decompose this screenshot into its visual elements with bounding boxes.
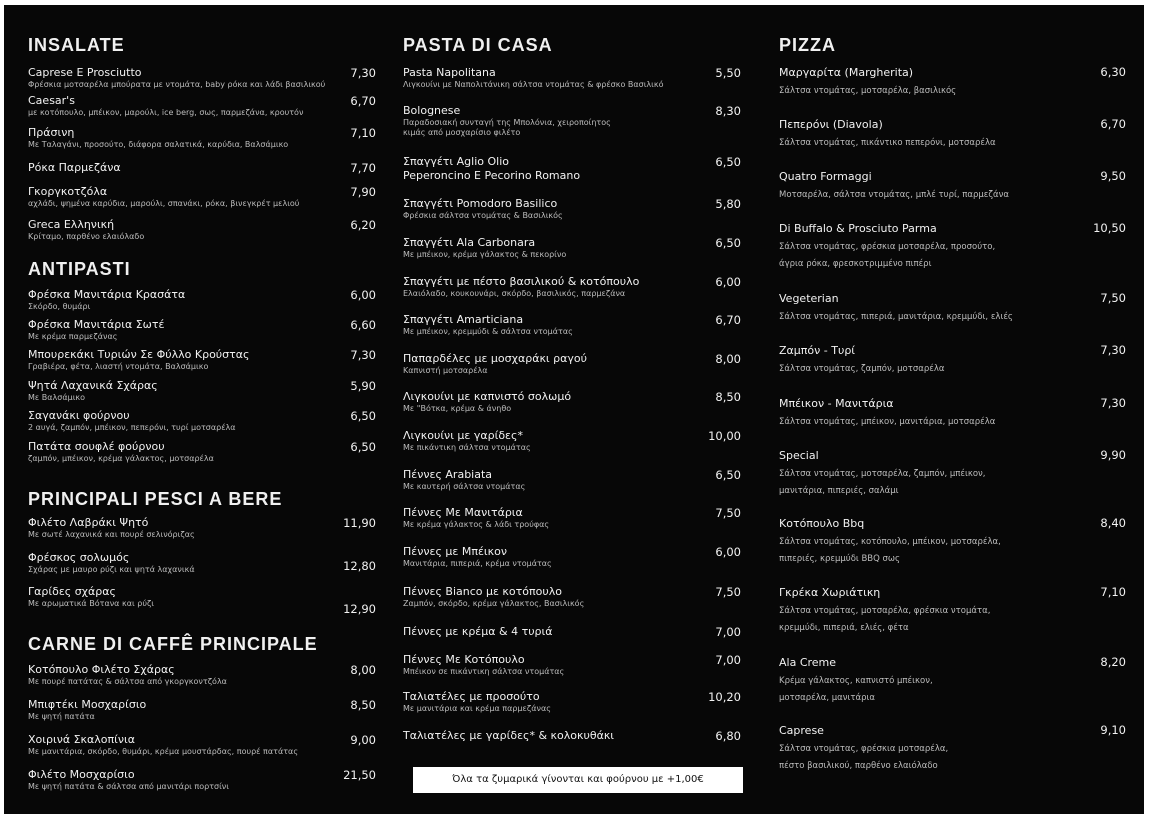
item-price: 6,70 (715, 313, 741, 327)
item-description: ζαμπόν, μπέικον, κρέμα γάλακτος, μοτσαρέλα (28, 454, 214, 463)
item-name: Πατάτα σουφλέ φούρνου (28, 440, 165, 453)
item-name: Πέννες Με Κοτόπουλο (403, 653, 525, 666)
item-price: 6,30 (1100, 65, 1126, 79)
menu-item (28, 698, 376, 722)
item-description: με κοτόπουλο, μπέικον, μαρούλι, ice berg, σως, παρμεζάνα, κρουτόν (28, 108, 304, 117)
menu-item (403, 545, 741, 569)
item-price: 9,10 (1100, 723, 1126, 737)
item-description: Με Βαλσάμικο (28, 393, 86, 402)
menu-item (403, 313, 741, 337)
item-price: 10,50 (1093, 221, 1126, 235)
item-name: Ζαμπόν - Τυρί (779, 344, 856, 357)
item-name: Σαγανάκι φούρνου (28, 409, 130, 422)
item-name: Caprese (779, 724, 824, 737)
item-name: Pasta Napolitana (403, 66, 496, 79)
item-description: Με ψητή πατάτα (28, 712, 95, 721)
item-description: Με Ταλαγάνι, προσούτο, διάφορα σαλατικά, καρύδια, Βαλσάμικο (28, 140, 289, 149)
menu-item (403, 468, 741, 492)
item-price: 7,50 (715, 585, 741, 599)
item-price: 7,30 (1100, 396, 1126, 410)
item-price: 9,00 (350, 733, 376, 747)
item-description: Με μπέικον, κρέμα γάλακτος & πεκορίνο (403, 250, 567, 259)
menu-item (403, 66, 741, 90)
item-name: Caesar's (28, 94, 75, 107)
menu-item (403, 625, 741, 639)
item-description: Σάλτσα ντομάτας, κοτόπουλο, μπέικον, μοτσαρέλα, πιπεριές, κρεμμύδι BBQ σως (779, 537, 1001, 564)
menu-item (28, 440, 376, 464)
item-price: 6,00 (715, 275, 741, 289)
menu-item (403, 236, 741, 260)
item-price: 8,50 (350, 698, 376, 712)
item-price: 7,10 (1100, 585, 1126, 599)
item-name: Κοτόπουλο Φιλέτο Σχάρας (28, 663, 175, 676)
item-price: 5,90 (350, 379, 376, 393)
menu-item (779, 291, 1126, 326)
item-price: 11,90 (343, 516, 376, 530)
item-name: Γαρίδες σχάρας (28, 585, 116, 598)
item-description: Με πουρέ πατάτας & σάλτσα από γκοργκοντζόλα (28, 677, 227, 686)
item-name: Special (779, 449, 819, 462)
section-title-carne: CARNE DI CAFFÊ PRINCIPALE (28, 634, 318, 654)
item-price: 12,90 (343, 602, 376, 616)
item-price: 6,50 (350, 440, 376, 454)
item-price: 6,50 (350, 409, 376, 423)
item-name: Caprese E Prosciutto (28, 66, 142, 79)
menu-item (403, 390, 741, 414)
item-price: 8,00 (715, 352, 741, 366)
item-price: 5,50 (715, 66, 741, 80)
item-description: Με κρέμα γάλακτος & λάδι τρούφας (403, 520, 550, 529)
item-name: Πεπερόνι (Diavola) (779, 118, 883, 131)
oven-note-box: Όλα τα ζυμαρικά γίνονται και φούρνου με +1,00€ (413, 767, 743, 793)
menu-item (779, 117, 1126, 152)
item-description: Σάλτσα ντομάτας, φρέσκια μοτσαρέλα, πέστο βασιλικού, παρθένο ελαιόλαδο (779, 744, 949, 771)
menu-item (403, 155, 741, 183)
menu-item (28, 409, 376, 433)
section-title-pizza: PIZZA (779, 35, 836, 55)
item-price: 7,30 (1100, 343, 1126, 357)
item-description: Ελαιόλαδο, κουκουνάρι, σκόρδο, βασιλικός, παρμεζάνα (403, 289, 626, 298)
item-description: Γραβιέρα, φέτα, λιαστή ντομάτα, Βαλσάμικο (28, 362, 209, 371)
menu-item (403, 585, 741, 609)
item-name: Λιγκουίνι με γαρίδες* (403, 429, 523, 442)
item-name: Κοτόπουλο Bbq (779, 517, 865, 530)
item-description: 2 αυγά, ζαμπόν, μπέικον, πεπερόνι, τυρί μοτσαρέλα (28, 423, 236, 432)
item-description: Με κρέμα παρμεζάνας (28, 332, 118, 341)
menu-item (28, 126, 376, 150)
menu-page (4, 5, 1144, 814)
section-title-principali-pesci: PRINCIPALI PESCI A BERE (28, 489, 283, 509)
item-description: Μπέικον σε πικάντικη σάλτσα ντομάτας (403, 667, 565, 676)
menu-item (779, 585, 1126, 637)
item-name: Μαργαρίτα (Margherita) (779, 66, 914, 79)
menu-item (403, 275, 741, 299)
item-name: Γκοργκοτζόλα (28, 185, 108, 198)
item-description: Με μπέικον, κρεμμύδι & σάλτσα ντομάτας (403, 327, 573, 336)
item-name: Φιλέτο Μοσχαρίσιο (28, 768, 135, 781)
item-price: 6,70 (1100, 117, 1126, 131)
item-name: Σπαγγέτι με πέστο βασιλικού & κοτόπουλο (403, 275, 640, 288)
item-name: Μπέικον - Μανιτάρια (779, 397, 894, 410)
item-name: Ala Creme (779, 656, 837, 669)
item-price: 7,70 (350, 161, 376, 175)
item-price: 9,90 (1100, 448, 1126, 462)
menu-item (403, 653, 741, 677)
item-description: Με πικάντικη σάλτσα ντομάτας (403, 443, 531, 452)
item-price: 6,60 (350, 318, 376, 332)
item-name: Ταλιατέλες με προσούτο (403, 690, 540, 703)
menu-item (28, 218, 376, 242)
item-name: Πέννες με κρέμα & 4 τυριά (403, 625, 553, 638)
menu-item (28, 379, 376, 403)
item-description: Σάλτσα ντομάτας, μοτσαρέλα, ζαμπόν, μπέικον, μανιτάρια, πιπεριές, σαλάμι (779, 469, 986, 496)
item-name: Πράσινη (28, 126, 75, 139)
item-price: 7,30 (350, 66, 376, 80)
item-description: Σκόρδο, θυμάρι (28, 302, 91, 311)
item-description: Με αρωματικά Βότανα και ρύζι (28, 599, 154, 608)
item-name: Φρέσκα Μανιτάρια Κρασάτα (28, 288, 186, 301)
item-name: Πέννες Με Μανιτάρια (403, 506, 523, 519)
menu-item (28, 663, 376, 687)
item-name: Πέννες με Μπέικον (403, 545, 507, 558)
item-price: 10,20 (708, 690, 741, 704)
item-price: 5,80 (715, 197, 741, 211)
item-description: Με "Βότκα, κρέμα & άνηθο (403, 404, 512, 413)
menu-item (28, 733, 376, 757)
item-name-line-2: Peperoncino E Pecorino Romano (403, 169, 581, 182)
menu-item (779, 221, 1126, 273)
item-price: 7,90 (350, 185, 376, 199)
menu-item (28, 161, 376, 175)
item-description: Λιγκουίνι με Ναπολιτάνικη σάλτσα ντομάτας & φρέσκο Βασιλικό (403, 80, 664, 89)
item-price: 7,00 (715, 625, 741, 639)
item-description: Παραδοσιακή συνταγή της Μπολόνια, χειροποίητος κιμάς από μοσχαρίσιο φιλέτο (403, 118, 611, 137)
item-name: Μπιφτέκι Μοσχαρίσιο (28, 698, 147, 711)
item-name: Χοιρινά Σκαλοπίνια (28, 733, 135, 746)
item-name: Ψητά Λαχανικά Σχάρας (28, 379, 158, 392)
item-price: 7,10 (350, 126, 376, 140)
item-name: Φρέσκος σολωμός (28, 551, 130, 564)
item-description: Σχάρας με μαυρο ρύζι και ψητά λαχανικά (28, 565, 195, 574)
item-price: 6,70 (350, 94, 376, 108)
menu-item (403, 506, 741, 530)
menu-item (28, 185, 376, 209)
menu-item (403, 197, 741, 221)
item-description: Με μανιτάρια και κρέμα παρμεζάνας (403, 704, 551, 713)
item-name: Πέννες Bianco με κοτόπουλο (403, 585, 562, 598)
menu-item (779, 169, 1126, 204)
item-description: Με καυτερή σάλτσα ντομάτας (403, 482, 526, 491)
item-description: Με μανιτάρια, σκόρδο, θυμάρι, κρέμα μουστάρδας, πουρέ πατάτας (28, 747, 299, 756)
item-description: αχλάδι, ψημένα καρύδια, μαρούλι, σπανάκι, ρόκα, βινεγκρέτ μελιού (28, 199, 300, 208)
section-title-pasta: PASTA DI CASA (403, 35, 553, 55)
menu-item (779, 516, 1126, 568)
item-description: Σάλτσα ντομάτας, μοτσαρέλα, φρέσκια ντομάτα, κρεμμύδι, πιπεριά, ελιές, φέτα (779, 606, 991, 633)
menu-item (28, 66, 376, 90)
item-description: Με ψητή πατάτα & σάλτσα από μανιτάρι πορτσίνι (28, 782, 229, 791)
item-price: 6,80 (715, 729, 741, 743)
item-name: Quatro Formaggi (779, 170, 872, 183)
item-name: Γκρέκα Χωριάτικη (779, 586, 881, 599)
item-price: 9,50 (1100, 169, 1126, 183)
item-name: Μπουρεκάκι Τυριών Σε Φύλλο Κρούστας (28, 348, 250, 361)
item-name: Σπαγγέτι Pomodoro Basilico (403, 197, 558, 210)
item-price: 8,20 (1100, 655, 1126, 669)
item-description: Κρέμα γάλακτος, καπνιστό μπέικον, μοτσαρέλα, μανιτάρια (779, 676, 933, 703)
menu-item (779, 65, 1126, 100)
item-price: 8,00 (350, 663, 376, 677)
menu-item (779, 448, 1126, 500)
item-name: Σπαγγέτι Aglio Olio (403, 155, 509, 168)
item-price: 8,30 (715, 104, 741, 118)
item-price: 21,50 (343, 768, 376, 782)
item-price: 7,00 (715, 653, 741, 667)
item-name: Greca Ελληνική (28, 218, 115, 231)
menu-item (779, 343, 1126, 378)
item-name: Σπαγγέτι Ala Carbonara (403, 236, 536, 249)
menu-item (403, 690, 741, 714)
menu-item (28, 94, 376, 118)
item-name: Παπαρδέλες με μοσχαράκι ραγού (403, 352, 587, 365)
item-price: 6,20 (350, 218, 376, 232)
item-name: Vegeterian (779, 292, 839, 305)
menu-item (779, 396, 1126, 431)
menu-item (779, 723, 1126, 775)
item-description: Σάλτσα ντομάτας, μοτσαρέλα, βασιλικός (779, 86, 957, 96)
item-name: Φιλέτο Λαβράκι Ψητό (28, 516, 149, 529)
item-price: 6,00 (715, 545, 741, 559)
item-name: Bolognese (403, 104, 461, 117)
item-description: Ζαμπόν, σκόρδο, κρέμα γάλακτος, Βασιλικός (403, 599, 585, 608)
section-title-antipasti: ANTIPASTI (28, 259, 131, 279)
item-name: Σπαγγέτι Amarticiana (403, 313, 524, 326)
menu-item (403, 352, 741, 376)
item-price: 7,50 (715, 506, 741, 520)
menu-item (28, 768, 376, 792)
item-description: Σάλτσα ντομάτας, φρέσκια μοτσαρέλα, προσούτο, άγρια ρόκα, φρεσκοτριμμένο πιπέρι (779, 242, 996, 269)
item-name: Λιγκουίνι με καπνιστό σολωμό (403, 390, 572, 403)
menu-item (28, 585, 376, 616)
item-price: 7,30 (350, 348, 376, 362)
item-name: Ρόκα Παρμεζάνα (28, 161, 121, 174)
menu-item (28, 516, 376, 540)
item-price: 7,50 (1100, 291, 1126, 305)
item-description: Σάλτσα ντομάτας, πιπεριά, μανιτάρια, κρεμμύδι, ελιές (779, 312, 1013, 322)
item-price: 8,50 (715, 390, 741, 404)
item-name: Φρέσκα Μανιτάρια Σωτέ (28, 318, 165, 331)
menu-item (28, 551, 376, 575)
item-name: Ταλιατέλες με γαρίδες* & κολοκυθάκι (403, 729, 615, 742)
section-title-insalate: INSALATE (28, 35, 125, 55)
item-description: Σάλτσα ντομάτας, πικάντικο πεπερόνι, μοτσαρέλα (779, 138, 996, 148)
menu-item (779, 655, 1126, 707)
item-description: Μοτσαρέλα, σάλτσα ντομάτας, μπλέ τυρί, παρμεζάνα (779, 190, 1009, 200)
item-description: Με σωτέ λαχανικά και πουρέ σελινόριζας (28, 530, 195, 539)
item-description: Καπνιστή μοτσαρέλα (403, 366, 488, 375)
item-description: Σάλτσα ντομάτας, μπέικον, μανιτάρια, μοτσαρέλα (779, 417, 996, 427)
item-price: 6,50 (715, 468, 741, 482)
item-description: Φρέσκια σάλτσα ντομάτας & Βασιλικός (403, 211, 563, 220)
item-price: 8,40 (1100, 516, 1126, 530)
menu-item (403, 104, 741, 138)
menu-item (403, 729, 741, 743)
menu-item (403, 429, 741, 453)
item-name: Di Buffalo & Prosciuto Parma (779, 222, 937, 235)
item-price: 10,00 (708, 429, 741, 443)
item-description: Φρέσκια μοτσαρέλα μπούρατα με ντομάτα, baby ρόκα και λάδι βασιλικού (28, 80, 326, 89)
menu-item (28, 318, 376, 342)
item-description: Κρίταμο, παρθένο ελαιόλαδο (28, 232, 145, 241)
item-name: Πέννες Arabiata (403, 468, 493, 481)
menu-item (28, 348, 376, 372)
item-price: 6,50 (715, 236, 741, 250)
item-price: 6,50 (715, 155, 741, 169)
item-description: Σάλτσα ντομάτας, ζαμπόν, μοτσαρέλα (779, 364, 945, 374)
item-description: Μανιτάρια, πιπεριά, κρέμα ντομάτας (403, 559, 552, 568)
item-price: 6,00 (350, 288, 376, 302)
item-price: 12,80 (343, 559, 376, 573)
menu-item (28, 288, 376, 312)
